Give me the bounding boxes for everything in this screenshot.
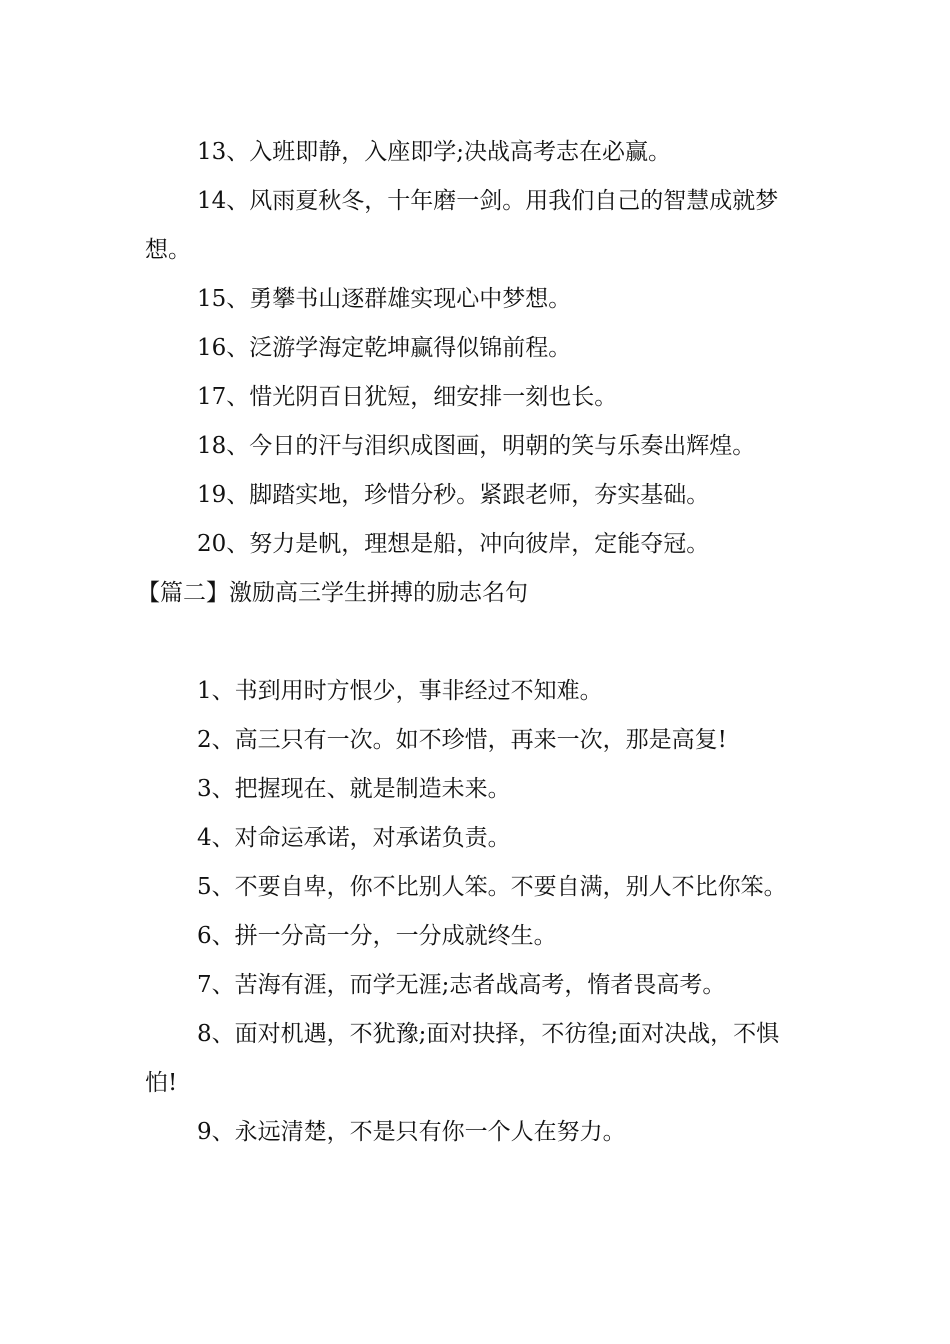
list-item: 3、把握现在、就是制造未来。: [197, 776, 511, 802]
list-item: 16、泛游学海定乾坤赢得似锦前程。: [197, 335, 572, 361]
list-item: 1、书到用时方恨少，事非经过不知难。: [197, 678, 603, 704]
document-body: [137, 128, 810, 1157]
list-item: 4、对命运承诺，对承诺负责。: [197, 825, 511, 851]
list-item: 8、面对机遇，不犹豫;面对抉择，不彷徨;面对决战，不惧怕!: [145, 1021, 780, 1096]
list-item: 15、勇攀书山逐群雄实现心中梦想。: [197, 286, 572, 312]
list-item: 14、风雨夏秋冬，十年磨一剑。用我们自己的智慧成就梦想。: [145, 188, 779, 263]
list-item: 6、拼一分高一分，一分成就终生。: [197, 923, 557, 949]
blank-line: [145, 618, 810, 667]
section-heading: 【篇二】激励高三学生拼搏的励志名句: [137, 580, 528, 606]
section-two: [145, 667, 810, 1157]
list-item: 5、不要自卑，你不比别人笨。不要自满，别人不比你笨。: [197, 874, 787, 900]
list-item: 2、高三只有一次。如不珍惜，再来一次，那是高复!: [197, 727, 727, 753]
section-one: [145, 128, 810, 569]
list-item: 7、苦海有涯，而学无涯;志者战高考，惰者畏高考。: [197, 972, 726, 998]
list-item: 17、惜光阴百日犹短，细安排一刻也长。: [197, 384, 618, 410]
list-item: 19、脚踏实地，珍惜分秒。紧跟老师，夯实基础。: [197, 482, 710, 508]
list-item: 18、今日的汗与泪织成图画，明朝的笑与乐奏出辉煌。: [197, 433, 756, 459]
list-item: 20、努力是帆，理想是船，冲向彼岸，定能夺冠。: [197, 531, 710, 557]
list-item: 9、永远清楚，不是只有你一个人在努力。: [197, 1119, 626, 1145]
list-item: 13、入班即静，入座即学;决战高考志在必赢。: [197, 139, 672, 165]
